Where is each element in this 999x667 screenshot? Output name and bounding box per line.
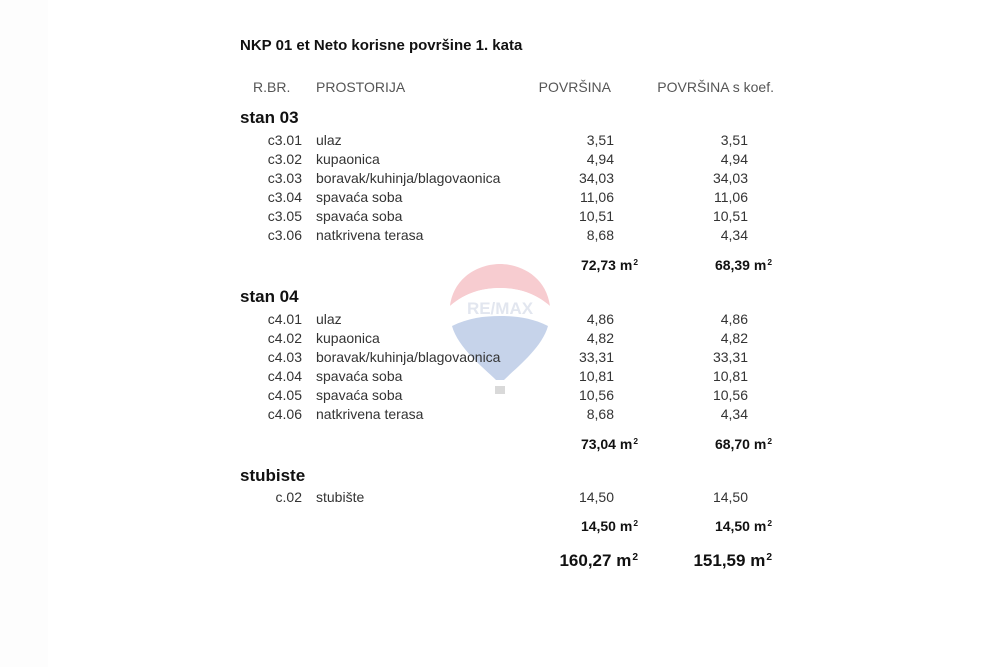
room-area: 33,31 [578,349,614,365]
room-code: c4.04 [267,368,302,384]
room-area-koef: 14,50 [712,489,748,505]
room-area: 4,94 [586,151,614,167]
room-name: spavaća soba [316,189,403,205]
room-code: c.02 [275,489,302,505]
room-area: 34,03 [578,170,614,186]
room-name: spavaća soba [316,368,403,384]
grand-total: 160,27 $m^2$ [559,551,638,570]
room-area-koef: 4,34 [720,227,748,243]
section-total-koef: 14,50 $m^2$ [714,518,772,534]
table-row [0,227,999,246]
room-name: stubište [316,489,365,505]
grand-total-koef: 151,59 $m^2$ [693,551,772,570]
room-area-koef: 33,31 [712,349,748,365]
table-row [0,406,999,425]
room-name: kupaonica [316,330,380,346]
document-title: NKP 01 et Neto korisne površine 1. kata [240,37,523,54]
table-row [0,311,999,330]
table-row [0,368,999,387]
table-row [0,330,999,349]
room-name: boravak/kuhinja/blagovaonica [316,349,501,365]
table-row [0,489,999,508]
column-header-prostorija: PROSTORIJA [316,79,406,95]
column-header-povrsina-koef: POVRŠINA s koef. [657,79,774,95]
section-total: 72,73 $m^2$ [580,257,638,273]
room-area: 4,82 [586,330,614,346]
room-code: c3.01 [267,132,302,148]
room-code: c4.02 [267,330,302,346]
section-title: stan 04 [240,287,299,306]
room-area-koef: 4,34 [720,406,748,422]
table-row [0,208,999,227]
room-name: spavaća soba [316,387,403,403]
room-name: kupaonica [316,151,380,167]
room-area-koef: 4,94 [720,151,748,167]
room-name: ulaz [316,132,342,148]
room-area: 3,51 [586,132,614,148]
room-name: spavaća soba [316,208,403,224]
table-row [0,387,999,406]
room-area: 10,56 [578,387,614,403]
room-name: natkrivena terasa [316,406,424,422]
room-area-koef: 34,03 [712,170,748,186]
room-name: ulaz [316,311,342,327]
column-header-rbr: R.BR. [253,79,291,95]
room-code: c3.04 [267,189,302,205]
room-area: 10,81 [578,368,614,384]
section-total-koef: 68,39 $m^2$ [714,257,772,273]
room-name: natkrivena terasa [316,227,424,243]
watermark-text: RE/MAX [466,299,534,318]
room-area: 10,51 [578,208,614,224]
room-area-koef: 4,82 [720,330,748,346]
section-total: 73,04 $m^2$ [580,436,638,452]
table-row [0,132,999,151]
room-area-koef: 3,51 [720,132,748,148]
section-total-koef: 68,70 $m^2$ [714,436,772,452]
room-code: c4.01 [267,311,302,327]
room-area-koef: 4,86 [720,311,748,327]
room-code: c3.06 [267,227,302,243]
room-area-koef: 11,06 [714,189,748,205]
room-area: 11,06 [580,189,614,205]
section-title: stan 03 [240,108,299,127]
table-row [0,170,999,189]
table-row [0,151,999,170]
table-row [0,349,999,368]
room-code: c3.03 [267,170,302,186]
room-area-koef: 10,81 [712,368,748,384]
room-area: 8,68 [586,406,614,422]
room-area: 8,68 [586,227,614,243]
room-code: c3.05 [267,208,302,224]
room-area-koef: 10,56 [712,387,748,403]
section-title: stubiste [240,466,306,485]
column-header-povrsina: POVRŠINA [538,79,611,95]
table-row [0,189,999,208]
room-code: c4.06 [267,406,302,422]
room-area-koef: 10,51 [712,208,748,224]
room-name: boravak/kuhinja/blagovaonica [316,170,501,186]
section-total: 14,50 $m^2$ [580,518,638,534]
room-area: 4,86 [586,311,614,327]
room-area: 14,50 [578,489,614,505]
room-code: c4.03 [267,349,302,365]
room-code: c3.02 [267,151,302,167]
room-code: c4.05 [267,387,302,403]
